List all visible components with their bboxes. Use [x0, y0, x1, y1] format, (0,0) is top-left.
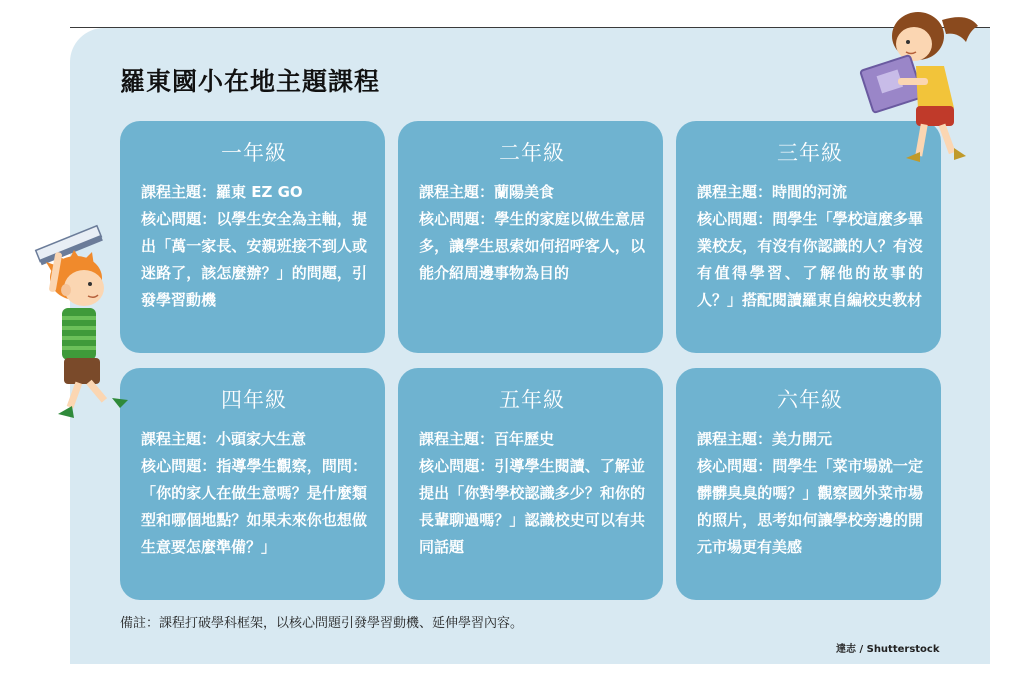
card-topic: 課程主題：蘭陽美食: [419, 183, 555, 201]
card-grade-4: [120, 368, 385, 600]
boy-illustration: [28, 222, 138, 427]
card-grade-title: 一年級: [221, 141, 287, 165]
card-topic: 課程主題：美力開元: [697, 430, 833, 448]
card-grade-title: 三年級: [777, 141, 843, 165]
card-topic: 課程主題：羅東 EZ GO: [141, 183, 303, 201]
card-question: 核心問題：以學生安全為主軸，提出「萬一家長、安親班接不到人或迷路了，該怎麼辦？」的問題，引發學習動機: [141, 210, 367, 309]
card-grade-2: [398, 121, 663, 353]
card-grade-6: [676, 368, 941, 600]
image-credit: 達志 / Shutterstock: [836, 644, 940, 655]
card-topic: 課程主題：百年歷史: [419, 430, 555, 448]
card-question: 核心問題：引導學生閱讀、了解並提出「你對學校認識多少？和你的長輩聊過嗎？」認識校史可以有共同話題: [419, 457, 645, 556]
card-grade-title: 四年級: [221, 388, 287, 412]
card-grade-title: 二年級: [499, 141, 565, 165]
card-topic: 課程主題：小頭家大生意: [141, 430, 307, 448]
card-question: 核心問題：問學生「菜市場就一定髒髒臭臭的嗎？」觀察國外菜市場的照片，思考如何讓學校旁邊的開元市場更有美感: [697, 457, 923, 556]
card-grade-5: [398, 368, 663, 600]
card-grade-title: 六年級: [777, 388, 843, 412]
card-question: 核心問題：學生的家庭以做生意居多，讓學生思索如何招呼客人，以能介紹周邊事物為目的: [419, 210, 645, 282]
page-title: 羅東國小在地主題課程: [120, 67, 381, 96]
card-question: 核心問題：指導學生觀察，問問：「你的家人在做生意嗎？是什麼類型和哪個地點？如果未來你也想做生意要怎麼準備？」: [141, 457, 367, 556]
girl-illustration: [858, 6, 998, 166]
card-topic: 課程主題：時間的河流: [697, 183, 848, 201]
card-grade-title: 五年級: [499, 388, 565, 412]
card-question: 核心問題：問學生「學校這麼多畢業校友，有沒有你認識的人？有沒有值得學習、了解他的故事的人？」搭配閱讀羅東自編校史教材: [697, 210, 923, 309]
footnote: 備註：課程打破學科框架，以核心問題引發學習動機、延伸學習內容。: [120, 616, 524, 631]
card-grade-1: [120, 121, 385, 353]
